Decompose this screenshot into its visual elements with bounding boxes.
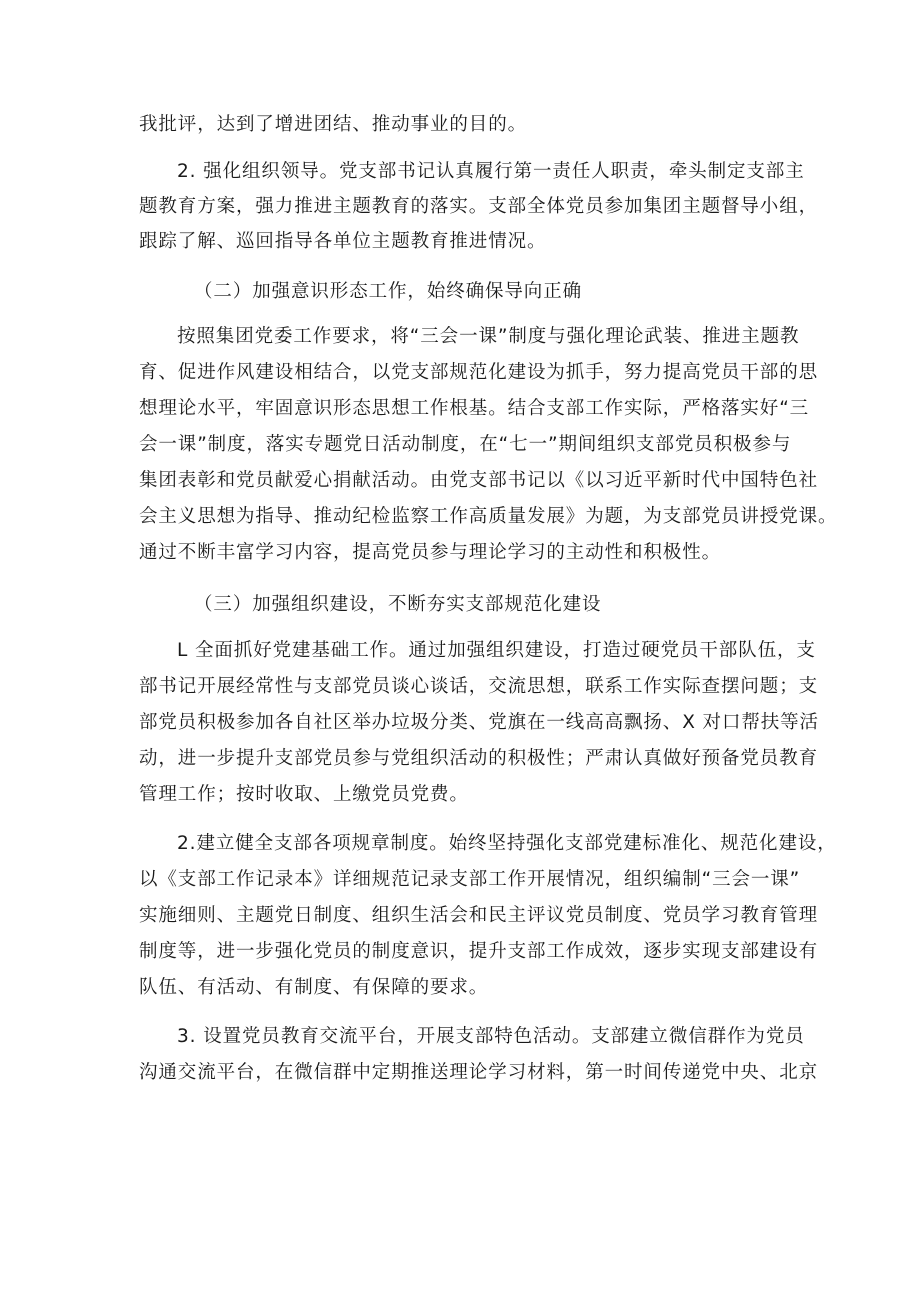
paragraph-line: 通过不断丰富学习内容，提高党员参与理论学习的主动性和积极性。 xyxy=(139,542,722,563)
section-heading: （三）加强组织建设，不断夯实支部规范化建设 xyxy=(194,594,602,615)
section-heading: （二）加强意识形态工作，始终确保导向正确 xyxy=(194,281,583,302)
paragraph-line: 2. 强化组织领导。党支部书记认真履行第一责任人职责，牵头制定支部主 xyxy=(177,161,805,182)
paragraph-line: 会一课”制度，落实专题党日活动制度，在“七一”期间组织支部党员积极参与 xyxy=(139,434,792,455)
paragraph-line: L 全面抓好党建基础工作。通过加强组织建设，打造过硬党员干部队伍，支 xyxy=(177,640,816,661)
paragraph-line: 3. 设置党员教育交流平台，开展支部特色活动。支部建立微信群作为党员 xyxy=(177,1026,805,1047)
paragraph-line: 我批评，达到了增进团结、推动事业的目的。 xyxy=(139,114,528,135)
paragraph-line: 会主义思想为指导、推动纪检监察工作高质量发展》为题，为支部党员讲授党课。 xyxy=(139,506,838,527)
paragraph-line: 队伍、有活动、有制度、有保障的要求。 xyxy=(139,977,489,998)
paragraph-line: 集团表彰和党员献爱心捐献活动。由党支部书记以《以习近平新时代中国特色社 xyxy=(139,470,819,491)
paragraph-line: 跟踪了解、巡回指导各单位主题教育推进情况。 xyxy=(139,231,547,252)
paragraph-line: 实施细则、主题党日制度、组织生活会和民主评议党员制度、党员学习教育管理 xyxy=(139,905,819,926)
paragraph-line: 沟通交流平台，在微信群中定期推送理论学习材料，第一时间传递党中央、北京 xyxy=(139,1062,819,1083)
paragraph-line: 动，进一步提升支部党员参与党组织活动的积极性；严肃认真做好预备党员教育 xyxy=(139,748,819,769)
paragraph-line: 2.建立健全支部各项规章制度。始终坚持强化支部党建标准化、规范化建设， xyxy=(177,833,837,854)
paragraph-line: 以《支部工作记录本》详细规范记录支部工作开展情况，组织编制“三会一课” xyxy=(139,869,801,890)
paragraph-line: 部党员积极参加各自社区举办垃圾分类、党旗在一线高高飘扬、X 对口帮扶等活 xyxy=(139,712,819,733)
paragraph-line: 按照集团党委工作要求，将“三会一课”制度与强化理论武装、推进主题教 xyxy=(177,326,800,347)
paragraph-line: 部书记开展经常性与支部党员谈心谈话，交流思想，联系工作实际查摆问题；支 xyxy=(139,676,819,697)
paragraph-line: 题教育方案，强力推进主题教育的落实。支部全体党员参加集团主题督导小组， xyxy=(139,196,819,217)
paragraph-line: 想理论水平，牢固意识形态思想工作根基。结合支部工作实际，严格落实好“三 xyxy=(139,398,810,419)
paragraph-line: 管理工作；按时收取、上缴党员党费。 xyxy=(139,784,469,805)
paragraph-line: 制度等，进一步强化党员的制度意识，提升支部工作成效，逐步实现支部建设有 xyxy=(139,941,819,962)
paragraph-line: 育、促进作风建设相结合，以党支部规范化建设为抓手，努力提高党员干部的思 xyxy=(139,362,819,383)
